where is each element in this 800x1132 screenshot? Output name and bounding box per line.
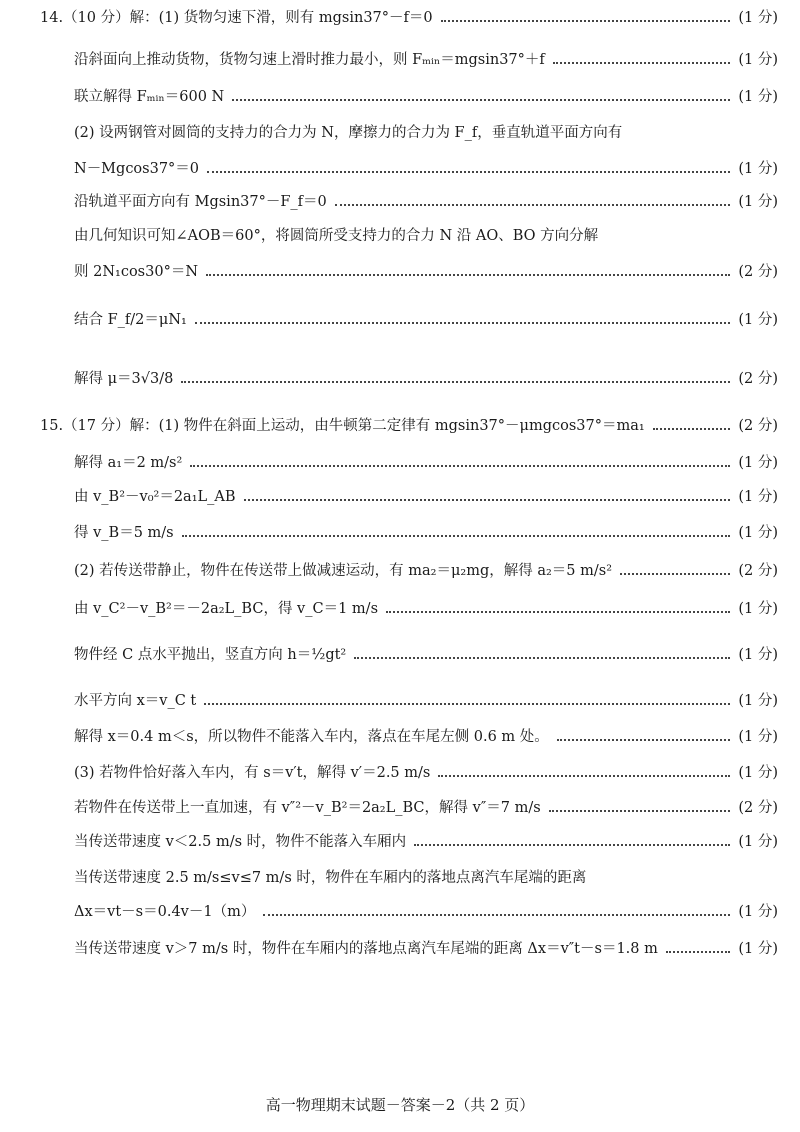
- score-label: (1 分): [738, 312, 778, 328]
- answer-text: 得 v_B＝5 m/s: [74, 525, 174, 541]
- leader-dots: [414, 844, 730, 846]
- score-label: (1 分): [738, 941, 778, 957]
- answer-text: 15.（17 分）解：(1) 物件在斜面上运动，由牛顿第二定律有 mgsin37°－μmgcos37°＝ma₁: [40, 418, 645, 434]
- answer-text: (2) 若传送带静止，物件在传送带上做减速运动，有 ma₂＝μ₂mg，解得 a₂＝5 m/s²: [74, 563, 613, 579]
- leader-dots: [244, 499, 731, 501]
- leader-dots: [441, 20, 731, 22]
- leader-dots: [207, 171, 730, 173]
- leader-dots: [386, 611, 730, 613]
- answer-line: [0, 865, 800, 891]
- leader-dots: [195, 322, 731, 324]
- leader-dots: [620, 573, 730, 575]
- leader-dots: [182, 535, 731, 537]
- answer-line: [0, 5, 800, 31]
- answer-text: (3) 若物件恰好落入车内，有 s＝v′t，解得 v′＝2.5 m/s: [74, 765, 431, 781]
- answer-line: [0, 596, 800, 622]
- answer-line: [0, 795, 800, 821]
- answer-line: [0, 450, 800, 476]
- leader-dots: [206, 274, 730, 276]
- answer-text: 由 v_C²－v_B²＝－2a₂L_BC，得 v_C＝1 m/s: [74, 601, 379, 617]
- answer-text: 沿轨道平面方向有 Mgsin37°－F_f＝0: [74, 194, 327, 210]
- answer-text: Δx＝vt－s＝0.4v－1（m）: [74, 904, 256, 920]
- answer-line: [0, 84, 800, 110]
- score-label: (1 分): [738, 489, 778, 505]
- leader-dots: [666, 951, 730, 953]
- leader-dots: [204, 703, 730, 705]
- answer-line: [0, 47, 800, 73]
- leader-dots: [354, 657, 730, 659]
- answer-line: [0, 259, 800, 285]
- answer-text: 由 v_B²－v₀²＝2a₁L_AB: [74, 489, 236, 505]
- page-footer: 高一物理期末试题－答案－2（共 2 页）: [265, 1096, 535, 1114]
- score-label: (1 分): [738, 10, 778, 26]
- answer-line: [0, 120, 800, 146]
- leader-dots: [438, 775, 730, 777]
- score-label: (2 分): [738, 371, 778, 387]
- answer-text: 由几何知识可知∠AOB＝60°，将圆筒所受支持力的合力 N 沿 AO、BO 方向分解: [74, 228, 599, 244]
- answer-text: 当传送带速度 v＜2.5 m/s 时，物件不能落入车厢内: [74, 834, 407, 850]
- answer-text: 解得 a₁＝2 m/s²: [74, 455, 183, 471]
- score-label: (1 分): [738, 194, 778, 210]
- score-label: (2 分): [738, 264, 778, 280]
- score-label: (2 分): [738, 418, 778, 434]
- answer-text: 则 2N₁cos30°＝N: [74, 264, 199, 280]
- answer-line: [0, 760, 800, 786]
- answer-line: [0, 899, 800, 925]
- answer-line: [0, 642, 800, 668]
- score-label: (1 分): [738, 693, 778, 709]
- answer-text: 若物件在传送带上一直加速，有 v″²－v_B²＝2a₂L_BC，解得 v″＝7 m/s: [74, 800, 541, 816]
- answer-line: [0, 484, 800, 510]
- leader-dots: [263, 914, 730, 916]
- leader-dots: [553, 62, 731, 64]
- answer-text: 当传送带速度 2.5 m/s≤v≤7 m/s 时，物件在车厢内的落地点离汽车尾端的距离: [74, 870, 587, 886]
- answer-line: [0, 366, 800, 392]
- answer-line: [0, 724, 800, 750]
- leader-dots: [335, 204, 731, 206]
- answer-line: [0, 156, 800, 182]
- score-label: (2 分): [738, 800, 778, 816]
- leader-dots: [181, 381, 730, 383]
- leader-dots: [549, 810, 731, 812]
- answer-text: 物件经 C 点水平抛出，竖直方向 h＝½gt²: [74, 647, 347, 663]
- score-label: (1 分): [738, 601, 778, 617]
- answer-text: 沿斜面向上推动货物，货物匀速上滑时推力最小，则 Fₘᵢₙ＝mgsin37°＋f: [74, 52, 545, 68]
- leader-dots: [557, 739, 731, 741]
- answer-line: [0, 413, 800, 439]
- score-label: (1 分): [738, 647, 778, 663]
- score-label: (1 分): [738, 455, 778, 471]
- score-label: (1 分): [738, 89, 778, 105]
- score-label: (1 分): [738, 729, 778, 745]
- answer-text: 水平方向 x＝v_C t: [74, 693, 197, 709]
- answer-text: (2) 设两钢管对圆筒的支持力的合力为 N，摩擦力的合力为 F_f，垂直轨道平面方向有: [74, 125, 623, 141]
- answer-line: [0, 688, 800, 714]
- answer-text: 14.（10 分）解：(1) 货物匀速下滑，则有 mgsin37°－f＝0: [40, 10, 433, 26]
- leader-dots: [653, 428, 731, 430]
- score-label: (1 分): [738, 904, 778, 920]
- answer-text: 解得 x＝0.4 m＜s，所以物件不能落入车内，落点在车尾左侧 0.6 m 处。: [74, 729, 549, 745]
- answer-text: 联立解得 Fₘᵢₙ＝600 N: [74, 89, 225, 105]
- answer-text: 解得 μ＝3√3/8: [74, 371, 174, 387]
- answer-line: [0, 558, 800, 584]
- answer-text: 结合 F_f/2＝μN₁: [74, 312, 187, 328]
- leader-dots: [232, 99, 730, 101]
- score-label: (1 分): [738, 834, 778, 850]
- answer-line: [0, 189, 800, 215]
- score-label: (1 分): [738, 52, 778, 68]
- answer-line: [0, 829, 800, 855]
- answer-line: [0, 307, 800, 333]
- score-label: (2 分): [738, 563, 778, 579]
- answer-line: [0, 936, 800, 962]
- answer-line: [0, 223, 800, 249]
- leader-dots: [190, 465, 730, 467]
- score-label: (1 分): [738, 765, 778, 781]
- answer-text: 当传送带速度 v＞7 m/s 时，物件在车厢内的落地点离汽车尾端的距离 Δx＝v″t－s＝1.8 m: [74, 941, 658, 957]
- score-label: (1 分): [738, 525, 778, 541]
- score-label: (1 分): [738, 161, 778, 177]
- answer-text: N－Mgcos37°＝0: [74, 161, 200, 177]
- answer-line: [0, 520, 800, 546]
